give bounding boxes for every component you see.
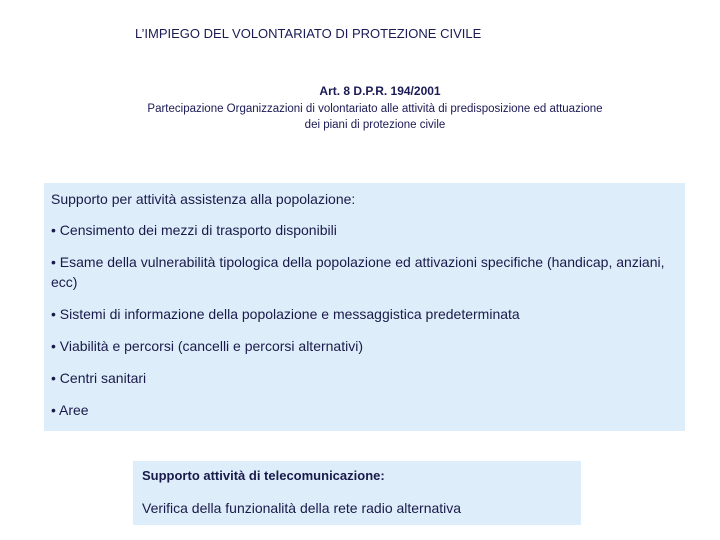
telecom-support-box bbox=[133, 461, 581, 525]
list-item: • Censimento dei mezzi di trasporto disponibili bbox=[51, 222, 337, 238]
list-item: • Aree bbox=[51, 402, 89, 418]
telecom-support-text: Verifica della funzionalità della rete radio alternativa bbox=[142, 500, 462, 516]
population-support-heading: Supporto per attività assistenza alla popolazione: bbox=[51, 191, 356, 207]
reference-description: Partecipazione Organizzazioni di volontariato alle attività di predisposizione ed attuazione dei piani di protezione civile bbox=[147, 103, 603, 131]
list-item: • Viabilità e percorsi (cancelli e percorsi alternativi) bbox=[51, 338, 363, 354]
list-item: • Sistemi di informazione della popolazione e messaggistica predeterminata bbox=[51, 306, 520, 322]
telecom-support-heading: Supporto attività di telecomunicazione: bbox=[142, 468, 385, 483]
legal-reference: Art. 8 D.P.R. 194/2001 bbox=[319, 84, 441, 98]
list-item: • Esame della vulnerabilità tipologica della popolazione ed attivazioni specifiche (handicap, anziani, ecc) bbox=[51, 254, 665, 290]
population-support-box bbox=[44, 183, 685, 431]
list-item: • Centri sanitari bbox=[51, 370, 147, 386]
page-title: L’IMPIEGO DEL VOLONTARIATO DI PROTEZIONE CIVILE bbox=[135, 26, 482, 41]
